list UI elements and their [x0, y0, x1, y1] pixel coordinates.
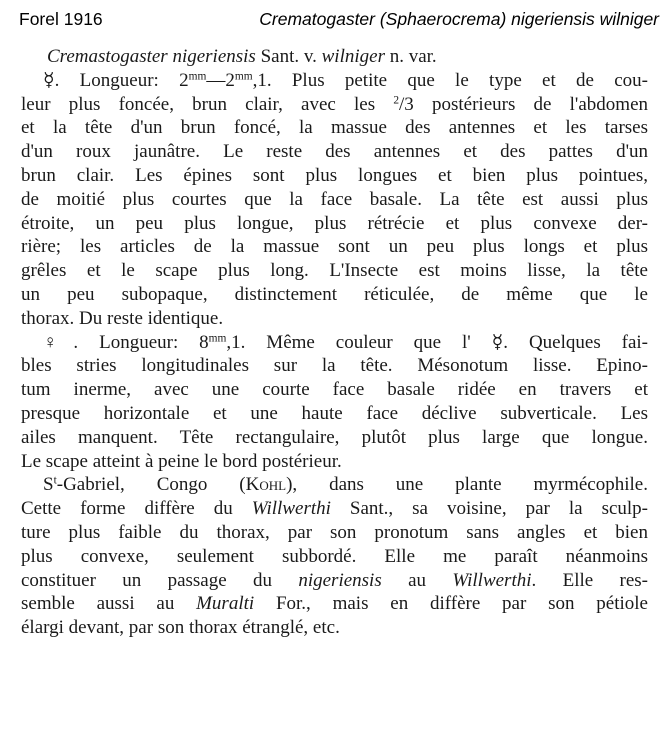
collector-name: Kohl	[245, 474, 287, 496]
locality-text: -Gabriel, Congo (	[56, 474, 246, 496]
taxon-reference: nigeriensis	[298, 569, 382, 591]
taxon-title-line	[21, 45, 648, 69]
female-length-label: ♀. Longueur: 8	[43, 331, 209, 353]
unit-mm: mm	[188, 70, 207, 83]
discussion-text: For., mais en diffère par son pétiole	[254, 593, 648, 615]
discussion-line: élargi devant, par son thorax étranglé, etc.	[21, 617, 340, 639]
worker-line-1	[21, 69, 648, 93]
locality-text: S	[43, 474, 54, 496]
discussion-line	[21, 497, 648, 521]
worker-text: leur plus foncée, brun clair, avec les	[21, 93, 394, 115]
female-line: presque horizontale et une haute face déclive subverticale. Les	[21, 402, 648, 424]
locality-superscript: t	[53, 475, 57, 488]
female-line: Le scape atteint à peine le bord postérieur.	[21, 450, 342, 472]
page-header	[19, 9, 659, 33]
locality-line-1	[21, 473, 648, 497]
discussion-text: au	[381, 569, 453, 591]
female-line: bles stries longitudinales sur la tête. Mésonotum lisse. Epino-	[21, 355, 648, 377]
female-line: tum inerme, avec une courte face basale ridée en travers et	[21, 379, 648, 401]
discussion-line: ture plus faible du thorax, par son pronotum sans angles et bien	[21, 521, 648, 543]
discussion-line	[21, 569, 648, 593]
taxon-reference: Willwerthi	[251, 498, 331, 520]
discussion-text: Cette forme diffère du	[21, 498, 252, 520]
unit-mm: mm	[234, 70, 253, 83]
worker-text: /3 postérieurs de l'abdomen	[399, 93, 648, 115]
female-text: ,1. Même couleur que l' ☿. Quelques fai-	[226, 331, 648, 353]
worker-line: grêles et le scape plus long. L'Insecte est moins lisse, la tête	[21, 260, 648, 282]
discussion-text: semble aussi au	[21, 593, 197, 615]
discussion-text: . Elle res-	[531, 569, 648, 591]
female-line: ailes manquent. Tête rectangulaire, plutôt plus large que longue.	[21, 426, 648, 448]
worker-line: d'un roux jaunâtre. Le reste des antennes et des pattes d'un	[21, 141, 648, 163]
female-line-1	[21, 331, 648, 355]
worker-length-label: ☿. Longueur: 2	[43, 69, 189, 91]
fraction-numerator: 2	[393, 94, 400, 107]
status-label: n. var.	[384, 46, 437, 67]
length-range: —2	[206, 69, 235, 91]
taxon-reference: Muralti	[196, 593, 255, 615]
discussion-text: constituer un passage du	[21, 569, 299, 591]
discussion-line	[21, 592, 648, 616]
header-author-year: Forel 1916	[19, 9, 103, 29]
worker-line: un peu subopaque, distinctement réticulée, de même que le	[21, 283, 648, 305]
worker-text: ,1. Plus petite que le type et de cou-	[252, 69, 648, 91]
worker-line: rière; les articles de la massue sont un peu plus longs et plus	[21, 236, 648, 258]
genus-species-name: Cremastogaster nigeriensis	[47, 46, 256, 67]
worker-line-2	[21, 93, 648, 117]
worker-line: de moitié plus courtes que la face basale. La tête est aussi plus	[21, 188, 648, 210]
unit-mm: mm	[208, 332, 227, 345]
description-body	[21, 45, 648, 640]
variety-name: wilniger	[321, 46, 385, 67]
worker-line: et la tête d'un brun foncé, la massue des antennes et les tarses	[21, 117, 648, 139]
locality-text: ), dans une plante myrmécophile.	[286, 474, 648, 496]
taxon-reference: Willwerthi	[452, 569, 532, 591]
discussion-line: plus convexe, seulement subbordé. Elle me paraît néanmoins	[21, 545, 648, 567]
worker-line: étroite, un peu plus longue, plus rétrécie et plus convexe der-	[21, 212, 648, 234]
authority: Sant. v.	[255, 46, 322, 67]
discussion-text: Sant., sa voisine, par la sculp-	[330, 498, 648, 520]
worker-line: brun clair. Les épines sont plus longues et bien plus pointues,	[21, 164, 648, 186]
header-taxon-name: Crematogaster (Sphaerocrema) nigeriensis wilniger	[259, 9, 659, 29]
worker-line: thorax. Du reste identique.	[21, 307, 224, 329]
